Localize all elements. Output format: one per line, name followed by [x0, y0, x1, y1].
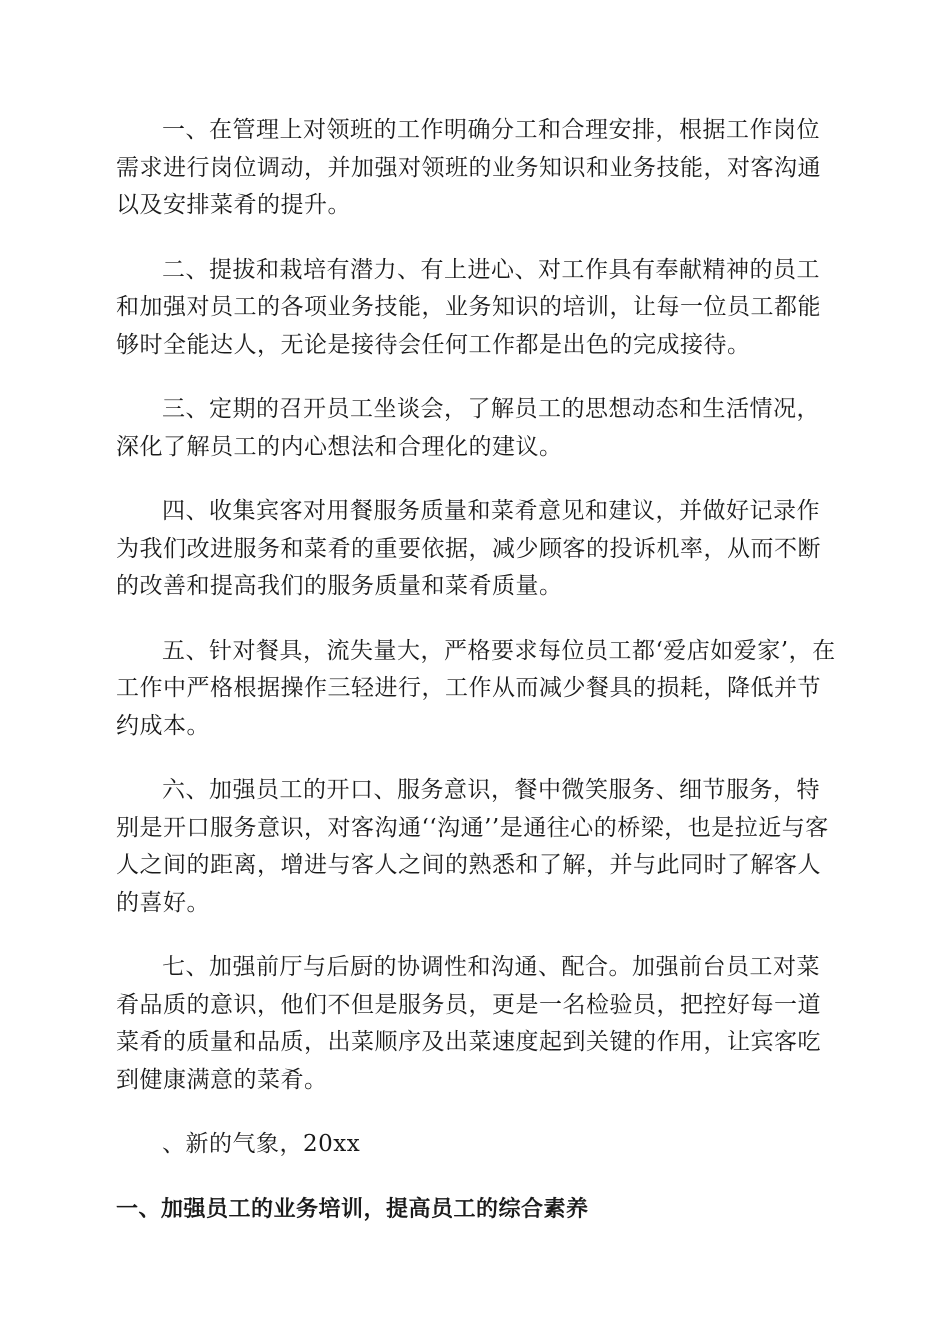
paragraph-2: 二、提拔和栽培有潜力、有上进心、对工作具有奉献精神的员工和加强对员工的各项业务技能，业务知识的培训，让每一位员工都能够时全能达人，无论是接待会任何工作都是出色的完成接待。: [116, 256, 821, 358]
paragraph-4: 四、收集宾客对用餐服务质量和菜肴意见和建议，并做好记录作为我们改进服务和菜肴的重要依据，减少顾客的投诉机率，从而不断的改善和提高我们的服务质量和菜肴质量。: [116, 498, 821, 599]
paragraph-3: 三、定期的召开员工坐谈会，了解员工的思想动态和生活情况，深化了解员工的内心想法和合理化的建议。: [116, 396, 820, 460]
paragraph-5: 五、针对餐具，流失量大，严格要求每位员工都‘爱店如爱家’，在工作中严格根据操作三轻进行，工作从而减少餐具的损耗，降低并节约成本。: [116, 637, 836, 739]
document-page: [116, 112, 836, 1228]
paragraph-1: 一、在管理上对领班的工作明确分工和合理安排，根据工作岗位需求进行岗位调动，并加强对领班的业务知识和业务技能，对客沟通以及安排菜肴的提升。: [116, 117, 821, 218]
paragraph-7: 七、加强前厅与后厨的协调性和沟通、配合。加强前台员工对菜肴品质的意识，他们不但是服务员，更是一名检验员，把控好每一道菜肴的质量和品质，出菜顺序及出菜速度起到关键的作用，让宾客吃到健康满意的菜肴。: [116, 954, 821, 1093]
paragraph-6: 六、加强员工的开口、服务意识，餐中微笑服务、细节服务，特别是开口服务意识，对客沟通‘‘沟通’’是通往心的桥梁，也是拉近与客人之间的距离，增进与客人之间的熟悉和了解，并与此同时了解客人的喜好。: [116, 777, 829, 916]
paragraph-8: 、新的气象，20xx: [162, 1131, 361, 1157]
section-heading: 一、加强员工的业务培训，提高员工的综合素养: [116, 1196, 589, 1222]
